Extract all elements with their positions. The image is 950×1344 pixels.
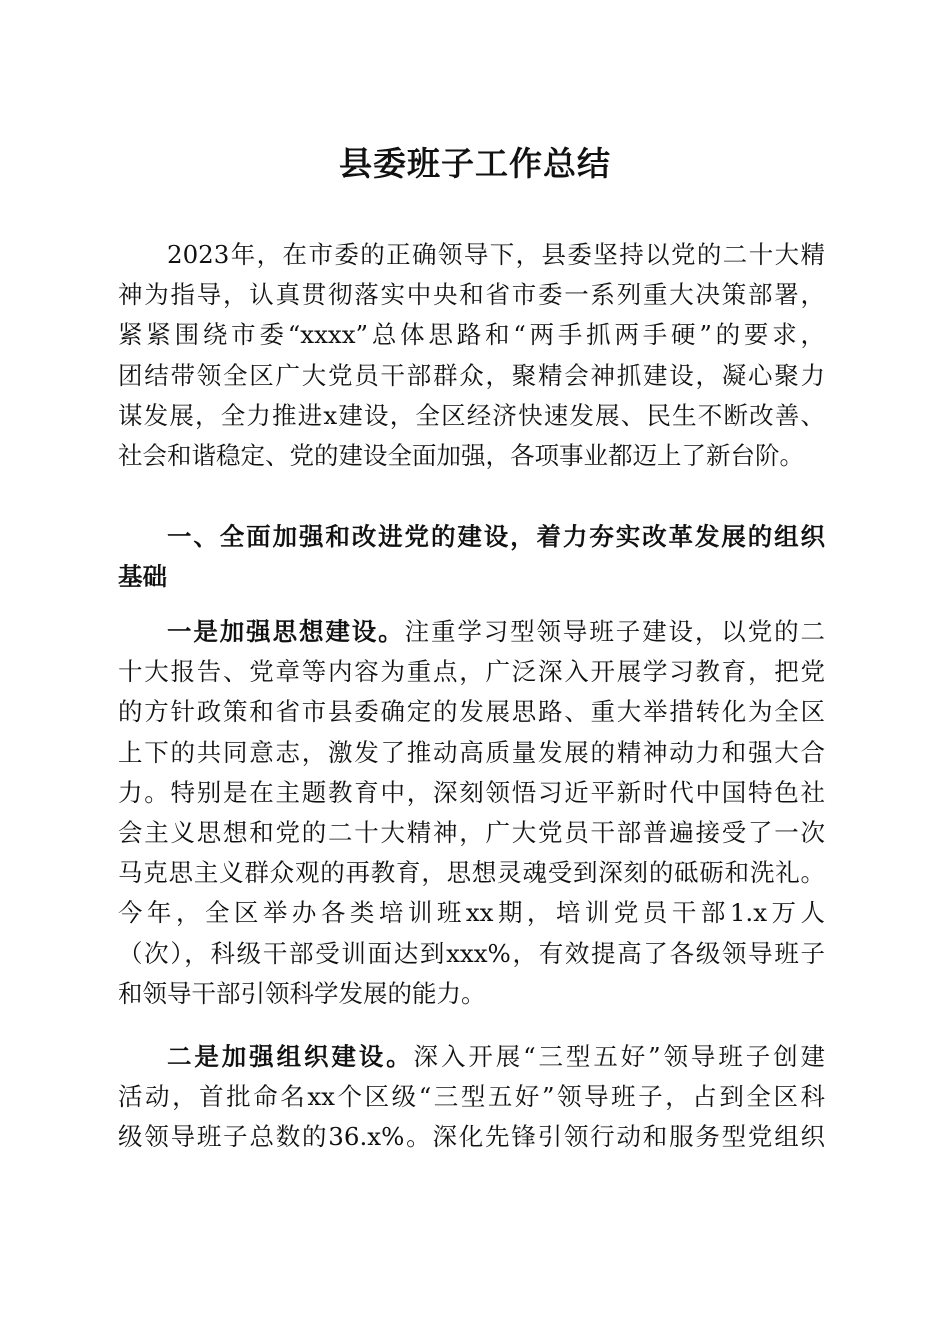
paragraph-lead: 二是加强组织建设。 <box>167 1042 414 1071</box>
text-line: 活动，首批命名xx个区级“三型五好”领导班子，占到全区科 <box>118 1082 825 1112</box>
section-heading-1 <box>118 517 825 597</box>
intro-paragraph <box>118 235 825 476</box>
paragraph-thought-building <box>118 612 825 1014</box>
text-line: 2023年，在市委的正确领导下，县委坚持以党的二十大精 <box>167 240 825 269</box>
text-line: 和领导干部引领科学发展的能力。 <box>118 978 486 1008</box>
text-line: 的方针政策和省市县委确定的发展思路、重大举措转化为全区 <box>118 697 825 727</box>
text-line: 上下的共同意志，激发了推动高质量发展的精神动力和强大合 <box>118 737 825 767</box>
document-title: 县委班子工作总结 <box>339 144 611 183</box>
text-segment: 深入开展“三型五好”领导班子创建 <box>413 1042 825 1071</box>
text-line: 会主义思想和党的二十大精神，广大党员干部普遍接受了一次 <box>118 817 825 847</box>
text-line: 团结带领全区广大党员干部群众，聚精会神抓建设，凝心聚力 <box>118 360 825 390</box>
paragraph-lead: 一是加强思想建设。 <box>167 617 405 646</box>
text-line: 紧紧围绕市委“xxxx”总体思路和“两手抓两手硬”的要求， <box>118 320 825 350</box>
text-line: 十大报告、党章等内容为重点，广泛深入开展学习教育，把党 <box>118 657 825 687</box>
paragraph-organization-building <box>118 1037 825 1158</box>
text-line: 马克思主义群众观的再教育，思想灵魂受到深刻的砥砺和洗礼。 <box>118 858 825 888</box>
text-line <box>118 612 825 652</box>
heading-line: 一、全面加强和改进党的建设，着力夯实改革发展的组织 <box>167 522 825 551</box>
text-line <box>118 1037 825 1077</box>
text-segment: 注重学习型领导班子建设，以党的二 <box>404 617 825 646</box>
text-line: 神为指导，认真贯彻落实中央和省市委一系列重大决策部署， <box>118 280 825 310</box>
text-line: 谋发展，全力推进x建设，全区经济快速发展、民生不断改善、 <box>118 400 825 430</box>
text-line: 级领导班子总数的36.x%。深化先锋引领行动和服务型党组织 <box>118 1122 825 1152</box>
heading-line: 基础 <box>118 562 167 592</box>
text-line: 今年，全区举办各类培训班xx期，培训党员干部1.x万人 <box>118 898 825 928</box>
text-line: 社会和谐稳定、党的建设全面加强，各项事业都迈上了新台阶。 <box>118 440 804 470</box>
text-line: 力。特别是在主题教育中，深刻领悟习近平新时代中国特色社 <box>118 777 825 807</box>
text-line: （次），科级干部受训面达到xxx%，有效提高了各级领导班子 <box>118 938 825 968</box>
